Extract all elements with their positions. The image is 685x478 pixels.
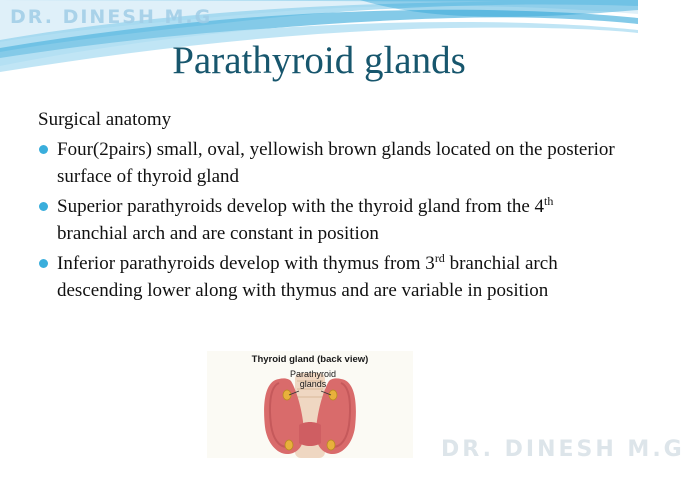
bullet-dot-icon — [39, 259, 48, 268]
ordinal-superscript: th — [544, 194, 554, 208]
thyroid-figure — [207, 351, 413, 458]
bullet-list — [38, 136, 628, 304]
figure-label-line1: Parathyroid — [289, 369, 337, 379]
slide-title: Parathyroid glands — [172, 39, 466, 82]
thyroid-illustration — [207, 351, 413, 458]
watermark-top: DR. DINESH M.G — [10, 6, 213, 28]
bullet-item — [38, 250, 628, 304]
bullet-text-start: Superior parathyroids develop with the thyroid gland from the 4 — [57, 196, 545, 217]
figure-caption: Thyroid gland (back view) — [251, 354, 369, 365]
slide-body — [38, 106, 628, 304]
subheading: Surgical anatomy — [38, 109, 172, 130]
watermark-bottom: DR. DINESH M.G — [441, 437, 685, 462]
bullet-dot-icon — [39, 202, 48, 211]
bullet-text: Four(2pairs) small, oval, yellowish brown glands located on the posterior surface of thyroid gland — [57, 139, 615, 187]
bullet-text-end: branchial arch descending lower along with thymus and are variable in position — [57, 253, 558, 301]
bullet-text-start: Inferior parathyroids develop with thymus from 3 — [57, 253, 435, 274]
bullet-item — [38, 193, 628, 247]
bullet-item — [38, 136, 628, 190]
figure-label-line2: glands — [299, 379, 327, 389]
bullet-dot-icon — [39, 145, 48, 154]
figure-label — [283, 369, 343, 389]
bullet-text-end: branchial arch and are constant in position — [57, 223, 379, 244]
ordinal-superscript: rd — [434, 251, 445, 265]
